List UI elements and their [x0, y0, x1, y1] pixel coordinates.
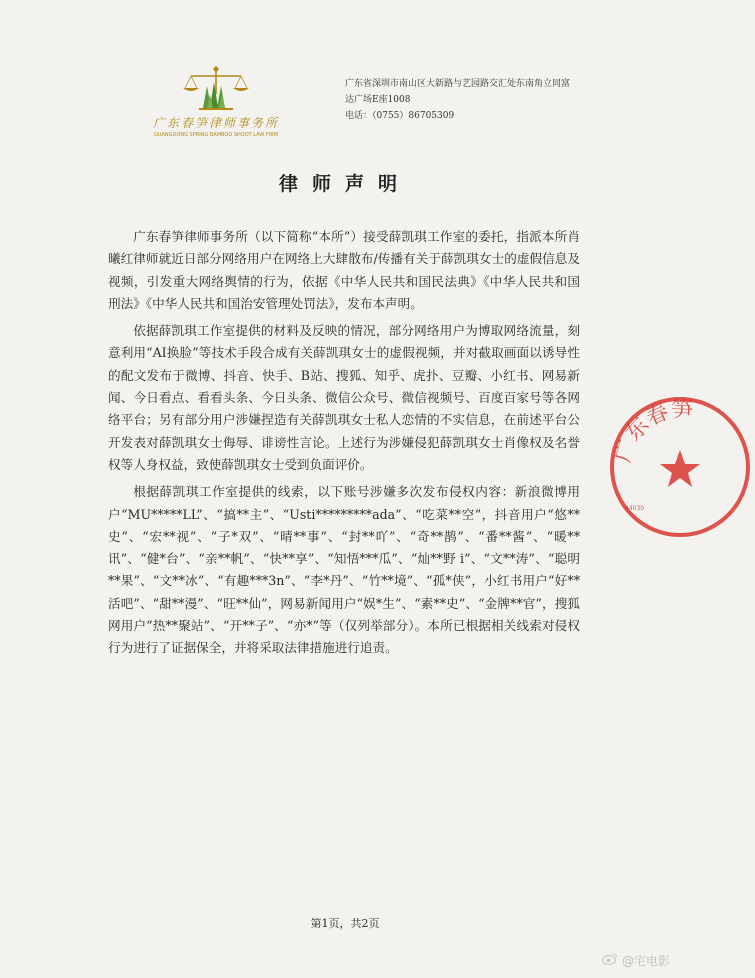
- contact-info: [345, 76, 595, 124]
- firm-logo: [116, 64, 316, 146]
- paragraph-accounts: 根据薛凯琪工作室提供的线索，以下账号涉嫌多次发布侵权内容：新浪微博用户“MU*****LL”、“搞**主”、“Usti*********ada”、“吃菜**空”，抖音用户“悠**史”、“宏**视”、“子*双”、“晴**事”、“封**吖”、“奇**鹊”、“番**酱”、“暖**讯”、“健*台”、“亲**帆”、“快**享”、“知悟***瓜”、“灿**野 i”、“文**涛”、“聪明**果”、“文**冰”、“有趣***3n”、“李*丹”、“竹**境”、“孤*侠”，小红书用户“好**活吧”、“甜**漫”、“旺**仙”，网易新闻用户“娱*生”、“素**史”、“金牌**官”，搜狐网用户“热**聚站”、“开**子”、“亦*”等（仅列举部分）。本所已根据相关线索对侵权行为进行了证据保全，并将采取法律措施进行追责。: [108, 484, 580, 656]
- seal-star-icon: [660, 450, 700, 487]
- firm-name-cn: 广东春笋律师事务所: [152, 116, 279, 130]
- document-title: 律师声明: [278, 173, 411, 195]
- watermark-text: @宅电影: [622, 954, 671, 968]
- red-seal-stamp: [605, 392, 755, 542]
- address-line-2: 达广场E座1008: [345, 95, 411, 105]
- weibo-watermark: [602, 950, 688, 972]
- seal-text: 广东春笋: [610, 397, 694, 466]
- paragraph-intro: 广东春笋律师事务所（以下简称“本所”）接受薛凯琪工作室的委托，指派本所肖曦红律师就近日部分网络用户在网络上大肆散布/传播有关于薛凯琪女士的虚假信息及视频，引发重大网络舆情的行为，依据《中华人民共和国民法典》《中华人民共和国刑法》《中华人民共和国治安管理处罚法》，发布本声明。: [108, 229, 580, 311]
- paragraph-facts: 依据薛凯琪工作室提供的材料及反映的情况，部分网络用户为博取网络流量，刻意利用“AI换脸”等技术手段合成有关薛凯琪女士的虚假视频，并对截取画面以诱导性的配文发布于微博、抖音、快手、B站、搜狐、知乎、虎扑、豆瓣、小红书、网易新闻、今日看点、看看头条、今日头条、微信公众号、微信视频号、百度百家号等各网络平台；另有部分用户涉嫌捏造有关薛凯琪女士私人恋情的不实信息，在前述平台公开发表对薛凯琪女士侮辱、诽谤性言论。上述行为涉嫌侵犯薛凯琪女士肖像权及名誉权等人身权益，致使薛凯琪女士受到负面评价。: [108, 323, 580, 472]
- seal-number: 44030: [625, 505, 645, 512]
- page-number: 第1页，共2页: [310, 917, 380, 930]
- firm-name-en: GUANGDONG SPRING BAMBOO SHOOT LAW FIRM: [153, 132, 279, 138]
- scales-of-justice-icon: [161, 64, 271, 114]
- address-line-1: 广东省深圳市南山区大新路与艺园路交汇处东南角立同富: [345, 79, 571, 89]
- weibo-eye-icon: [602, 952, 618, 966]
- document-body: [108, 226, 580, 665]
- phone-line: 电话：（0755）86705309: [345, 111, 455, 121]
